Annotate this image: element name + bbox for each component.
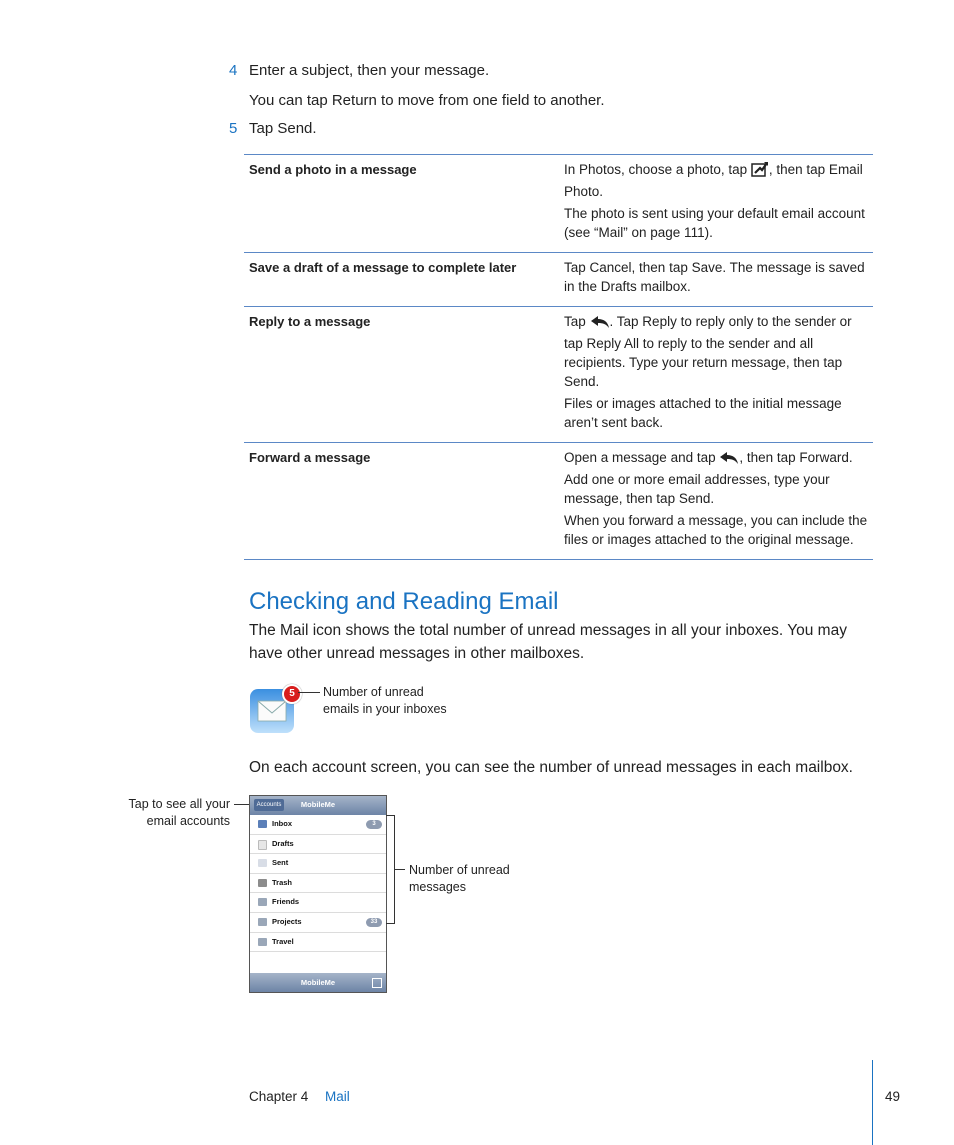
drafts-icon [258, 840, 267, 850]
accounts-caption [118, 796, 230, 830]
mailbox-screenshot [249, 795, 387, 993]
table-row [244, 443, 873, 560]
desc-text: When you forward a message, you can include the files or images attached to the original message. [564, 513, 868, 547]
sent-icon [258, 859, 267, 867]
list-item[interactable] [250, 874, 386, 894]
desc-text: , then tap Email Photo. [564, 162, 863, 199]
section-intro: The Mail icon shows the total number of unread messages in all your inboxes. You may have other unread messages in other mailboxes. [249, 622, 847, 662]
mailbox-name: Drafts [272, 838, 294, 848]
mailbox-name: Trash [272, 877, 293, 887]
task-description [559, 307, 873, 443]
mailbox-name: Travel [272, 936, 294, 946]
share-compose-icon [751, 161, 769, 182]
callout-line [298, 692, 320, 693]
callout-line [394, 869, 405, 870]
folder-icon [258, 938, 267, 946]
caption-line: Number of unread [409, 863, 510, 877]
caption-line: messages [409, 880, 466, 894]
task-label: Reply to a message [249, 314, 371, 329]
unread-count: 3 [366, 820, 382, 829]
step-5-text: Tap Send. [249, 120, 317, 137]
footer-chapter-name: Mail [325, 1089, 350, 1104]
page-number: 49 [885, 1089, 901, 1104]
list-item[interactable] [250, 893, 386, 913]
desc-text: Open a message and tap [564, 450, 720, 465]
list-item[interactable] [250, 815, 386, 835]
mailbox-name: Sent [272, 858, 289, 868]
caption-line: emails in your inboxes [323, 702, 447, 716]
footer-chapter: Chapter 4 [249, 1089, 309, 1104]
mailbox-name: Friends [272, 897, 300, 907]
caption-line: Tap to see all your [128, 797, 230, 811]
accounts-button[interactable]: Accounts [254, 799, 284, 811]
task-label: Send a photo in a message [249, 162, 417, 177]
step-4-note: You can tap Return to move from one field to another. [249, 92, 605, 109]
task-label: Save a draft of a message to complete later [249, 260, 517, 275]
desc-text: , then tap Forward. Add one or more email addresses, type your message, then tap Send. [564, 450, 853, 506]
footer-divider [872, 1060, 873, 1145]
task-table [244, 154, 873, 560]
desc-text: The photo is sent using your default email account (see “Mail” on page 111). [564, 206, 865, 240]
mail-app-icon [249, 688, 295, 734]
bottom-toolbar [250, 973, 386, 992]
list-item[interactable] [250, 913, 386, 933]
desc-text: In Photos, choose a photo, tap [564, 162, 751, 177]
caption-line: Number of unread [323, 685, 424, 699]
folder-icon [258, 898, 267, 906]
desc-text: . Tap Reply to reply only to the sender or tap Reply All to reply to the sender and all recipients. Type your return message, then tap Send. [564, 314, 852, 389]
reply-arrow-icon [719, 451, 739, 470]
task-description [559, 443, 873, 560]
caption-line: email accounts [146, 814, 230, 828]
mailbox-name: Inbox [272, 819, 292, 828]
task-description [559, 155, 873, 253]
list-item[interactable] [250, 854, 386, 874]
unread-count: 33 [366, 918, 382, 927]
folder-icon [258, 918, 267, 926]
table-row [244, 307, 873, 443]
step-4-text: Enter a subject, then your message. [249, 62, 490, 79]
step-4-number: 4 [229, 62, 238, 79]
trash-icon [258, 879, 267, 887]
list-item[interactable] [250, 835, 386, 855]
desc-text: Tap Cancel, then tap Save. The message is saved in the Drafts mailbox. [564, 260, 865, 294]
toolbar-title: MobileMe [300, 978, 336, 987]
table-row [244, 155, 873, 253]
unread-badge: 5 [282, 684, 302, 704]
account-para: On each account screen, you can see the number of unread messages in each mailbox. [249, 759, 853, 776]
compose-icon[interactable] [372, 978, 382, 988]
task-description [559, 253, 873, 307]
unread-caption [409, 862, 510, 896]
icon-caption [323, 684, 447, 718]
inbox-icon [258, 820, 267, 828]
list-item[interactable] [250, 933, 386, 953]
step-5-number: 5 [229, 120, 238, 137]
table-row [244, 253, 873, 307]
nav-bar [250, 796, 386, 815]
section-title: Checking and Reading Email [249, 588, 559, 615]
desc-text: Files or images attached to the initial message aren’t sent back. [564, 396, 842, 430]
reply-arrow-icon [590, 315, 610, 334]
mailbox-name: Projects [272, 916, 302, 926]
mailbox-list [250, 815, 386, 952]
desc-text: Tap [564, 314, 590, 329]
nav-title: MobileMe [300, 800, 336, 809]
task-label: Forward a message [249, 450, 371, 465]
